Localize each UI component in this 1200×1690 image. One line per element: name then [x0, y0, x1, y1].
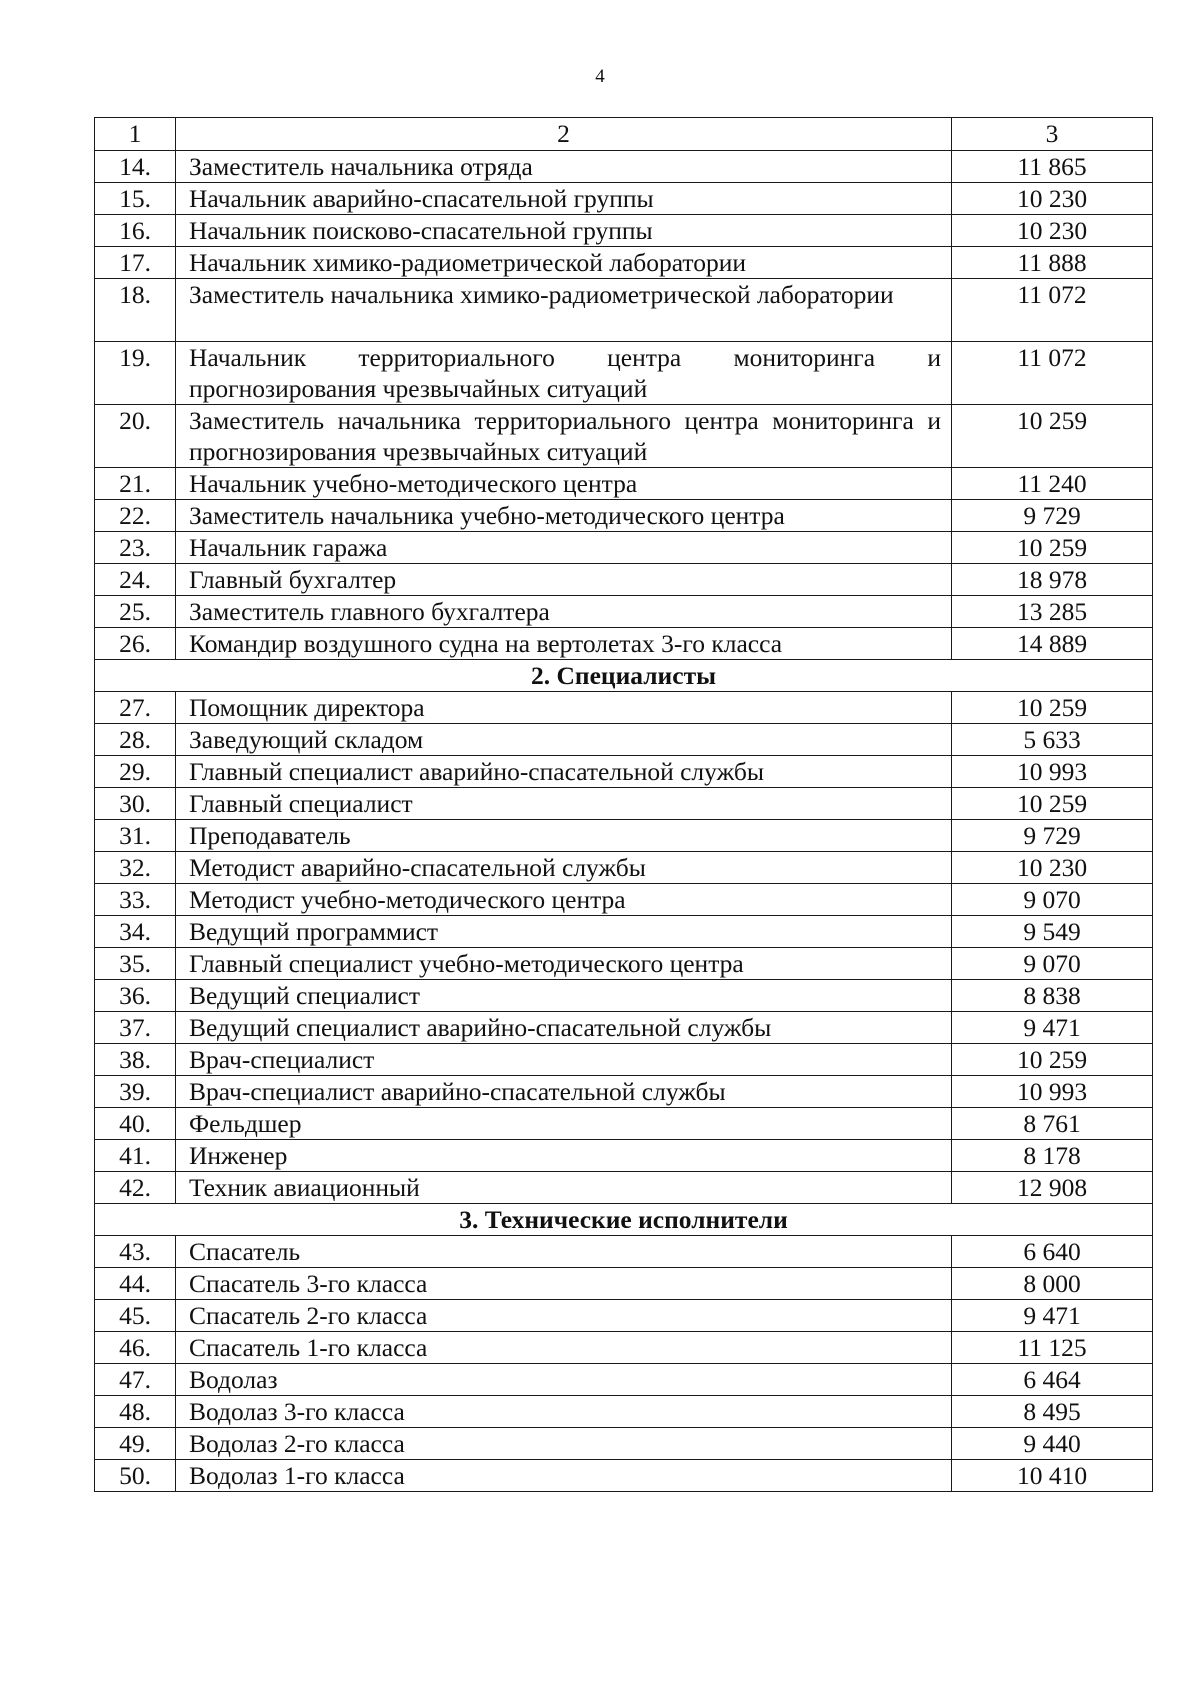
salary-value: 14 889: [952, 628, 1153, 660]
table-row: [95, 247, 1153, 279]
salary-value: 6 464: [952, 1364, 1153, 1396]
position-title: Начальник поисково-спасательной группы: [176, 215, 952, 247]
position-title: Водолаз 3-го класса: [176, 1396, 952, 1428]
position-title: Врач-специалист аварийно-спасательной службы: [176, 1076, 952, 1108]
table-row: [95, 215, 1153, 247]
salary-value: 13 285: [952, 596, 1153, 628]
row-number: 23.: [95, 532, 176, 564]
row-number: 38.: [95, 1044, 176, 1076]
row-number: 24.: [95, 564, 176, 596]
table-row: [95, 1236, 1153, 1268]
row-number: 35.: [95, 948, 176, 980]
salary-value: 11 240: [952, 468, 1153, 500]
table-row: [95, 342, 1153, 405]
row-number: 21.: [95, 468, 176, 500]
row-number: 46.: [95, 1332, 176, 1364]
salary-value: 11 865: [952, 151, 1153, 183]
position-title: Спасатель 1-го класса: [176, 1332, 952, 1364]
salary-value: 11 072: [952, 342, 1153, 405]
row-number: 26.: [95, 628, 176, 660]
table-header-row: [95, 118, 1153, 151]
table-row: [95, 692, 1153, 724]
table-row: [95, 1268, 1153, 1300]
salary-table: [94, 117, 1153, 1492]
salary-value: 8 761: [952, 1108, 1153, 1140]
row-number: 40.: [95, 1108, 176, 1140]
row-number: 32.: [95, 852, 176, 884]
position-title: Преподаватель: [176, 820, 952, 852]
position-title: Главный специалист учебно-методического центра: [176, 948, 952, 980]
position-title: Водолаз 2-го класса: [176, 1428, 952, 1460]
row-number: 19.: [95, 342, 176, 405]
row-number: 27.: [95, 692, 176, 724]
salary-value: 10 259: [952, 788, 1153, 820]
table-row: [95, 1300, 1153, 1332]
table-row: [95, 1076, 1153, 1108]
row-number: 17.: [95, 247, 176, 279]
table-row: [95, 884, 1153, 916]
table-row: [95, 183, 1153, 215]
row-number: 44.: [95, 1268, 176, 1300]
salary-value: 18 978: [952, 564, 1153, 596]
position-title: Начальник гаража: [176, 532, 952, 564]
table-row: [95, 1364, 1153, 1396]
table-row: [95, 1044, 1153, 1076]
salary-value: 6 640: [952, 1236, 1153, 1268]
position-title: Водолаз: [176, 1364, 952, 1396]
table-row: [95, 1172, 1153, 1204]
row-number: 33.: [95, 884, 176, 916]
salary-value: 9 471: [952, 1300, 1153, 1332]
table-row: [95, 948, 1153, 980]
row-number: 30.: [95, 788, 176, 820]
row-number: 18.: [95, 279, 176, 342]
salary-value: 9 070: [952, 884, 1153, 916]
row-number: 37.: [95, 1012, 176, 1044]
salary-value: 11 072: [952, 279, 1153, 342]
table-row: [95, 628, 1153, 660]
row-number: 25.: [95, 596, 176, 628]
page-number: 4: [595, 66, 605, 87]
position-title: Главный специалист: [176, 788, 952, 820]
table-row: [95, 1396, 1153, 1428]
salary-value: 10 259: [952, 1044, 1153, 1076]
position-title: Заместитель начальника химико-радиометрической лаборатории: [176, 279, 952, 342]
salary-value: 9 729: [952, 820, 1153, 852]
salary-value: 12 908: [952, 1172, 1153, 1204]
position-title: Ведущий специалист аварийно-спасательной службы: [176, 1012, 952, 1044]
row-number: 39.: [95, 1076, 176, 1108]
table-row: [95, 405, 1153, 468]
row-number: 15.: [95, 183, 176, 215]
header-col-1: 1: [95, 118, 176, 151]
position-title: Ведущий программист: [176, 916, 952, 948]
table-row: [95, 1460, 1153, 1492]
salary-value: 10 410: [952, 1460, 1153, 1492]
position-title: Методист аварийно-спасательной службы: [176, 852, 952, 884]
row-number: 42.: [95, 1172, 176, 1204]
position-title: Начальник аварийно-спасательной группы: [176, 183, 952, 215]
salary-value: 11 125: [952, 1332, 1153, 1364]
table-row: [95, 916, 1153, 948]
table-row: [95, 724, 1153, 756]
table-row: [95, 151, 1153, 183]
section-row: [95, 660, 1153, 692]
salary-value: 9 549: [952, 916, 1153, 948]
row-number: 31.: [95, 820, 176, 852]
salary-value: 10 993: [952, 756, 1153, 788]
table-row: [95, 279, 1153, 342]
table-row: [95, 820, 1153, 852]
salary-value: 9 471: [952, 1012, 1153, 1044]
salary-value: 10 259: [952, 692, 1153, 724]
row-number: 28.: [95, 724, 176, 756]
section-row: [95, 1204, 1153, 1236]
position-title: Методист учебно-методического центра: [176, 884, 952, 916]
table-row: [95, 532, 1153, 564]
section-heading-technical: 3. Технические исполнители: [95, 1204, 1153, 1236]
position-title: Начальник учебно-методического центра: [176, 468, 952, 500]
row-number: 29.: [95, 756, 176, 788]
table-row: [95, 1332, 1153, 1364]
table-row: [95, 596, 1153, 628]
row-number: 22.: [95, 500, 176, 532]
row-number: 48.: [95, 1396, 176, 1428]
position-title: Начальник химико-радиометрической лаборатории: [176, 247, 952, 279]
header-col-2: 2: [176, 118, 952, 151]
salary-value: 10 230: [952, 183, 1153, 215]
position-title: Заведующий складом: [176, 724, 952, 756]
table-row: [95, 980, 1153, 1012]
position-title: Врач-специалист: [176, 1044, 952, 1076]
salary-value: 8 495: [952, 1396, 1153, 1428]
position-title: Заместитель начальника территориального центра мониторинга и прогнозирования чрезвычайных ситуаций: [176, 405, 952, 468]
table-row: [95, 1012, 1153, 1044]
table-row: [95, 1428, 1153, 1460]
position-title: Заместитель главного бухгалтера: [176, 596, 952, 628]
salary-value: 10 993: [952, 1076, 1153, 1108]
row-number: 45.: [95, 1300, 176, 1332]
row-number: 20.: [95, 405, 176, 468]
table-row: [95, 468, 1153, 500]
salary-value: 10 259: [952, 532, 1153, 564]
row-number: 36.: [95, 980, 176, 1012]
position-title: Главный специалист аварийно-спасательной службы: [176, 756, 952, 788]
salary-value: 10 230: [952, 852, 1153, 884]
salary-value: 9 070: [952, 948, 1153, 980]
row-number: 47.: [95, 1364, 176, 1396]
salary-value: 9 440: [952, 1428, 1153, 1460]
row-number: 34.: [95, 916, 176, 948]
position-title: Главный бухгалтер: [176, 564, 952, 596]
salary-value: 10 230: [952, 215, 1153, 247]
position-title: Техник авиационный: [176, 1172, 952, 1204]
position-title: Заместитель начальника отряда: [176, 151, 952, 183]
table-row: [95, 500, 1153, 532]
salary-value: 10 259: [952, 405, 1153, 468]
position-title: Спасатель: [176, 1236, 952, 1268]
row-number: 50.: [95, 1460, 176, 1492]
table-row: [95, 564, 1153, 596]
salary-value: 8 178: [952, 1140, 1153, 1172]
position-title: Командир воздушного судна на вертолетах 3-го класса: [176, 628, 952, 660]
position-title: Фельдшер: [176, 1108, 952, 1140]
section-heading-specialists: 2. Специалисты: [95, 660, 1153, 692]
position-title: Ведущий специалист: [176, 980, 952, 1012]
table-row: [95, 1140, 1153, 1172]
table-row: [95, 788, 1153, 820]
row-number: 43.: [95, 1236, 176, 1268]
table-row: [95, 852, 1153, 884]
row-number: 16.: [95, 215, 176, 247]
position-title: Заместитель начальника учебно-методического центра: [176, 500, 952, 532]
salary-value: 9 729: [952, 500, 1153, 532]
position-title: Помощник директора: [176, 692, 952, 724]
salary-value: 8 000: [952, 1268, 1153, 1300]
header-col-3: 3: [952, 118, 1153, 151]
row-number: 14.: [95, 151, 176, 183]
salary-value: 11 888: [952, 247, 1153, 279]
position-title: Начальник территориального центра мониторинга и прогнозирования чрезвычайных ситуаций: [176, 342, 952, 405]
table-row: [95, 1108, 1153, 1140]
row-number: 49.: [95, 1428, 176, 1460]
position-title: Спасатель 2-го класса: [176, 1300, 952, 1332]
salary-value: 5 633: [952, 724, 1153, 756]
table-row: [95, 756, 1153, 788]
salary-value: 8 838: [952, 980, 1153, 1012]
row-number: 41.: [95, 1140, 176, 1172]
position-title: Водолаз 1-го класса: [176, 1460, 952, 1492]
position-title: Инженер: [176, 1140, 952, 1172]
position-title: Спасатель 3-го класса: [176, 1268, 952, 1300]
